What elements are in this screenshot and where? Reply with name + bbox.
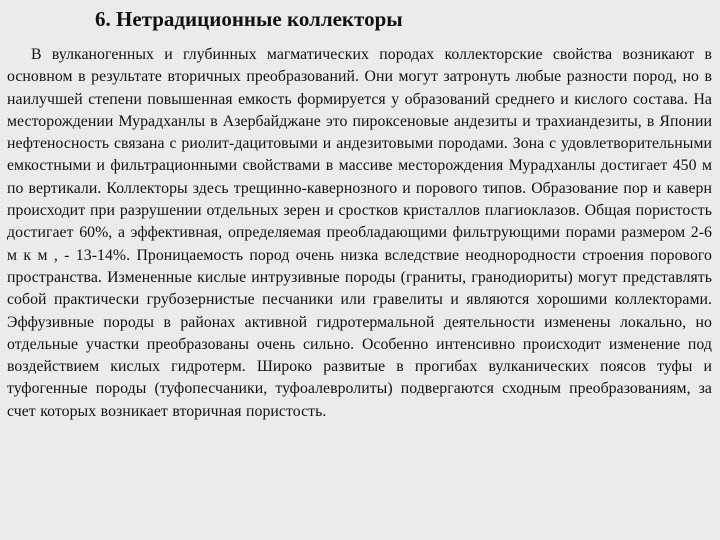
body-paragraph: В вулканогенных и глубинных магматических породах коллекторские свойства возникают в основном в результате вторичных преобразований. Они могут затронуть любые разности пород, но в наилучшей степени повышенная емкость формируется у образований среднего и кислого состава. На месторождении Мурадханлы в Азербайджане это пироксеновые андезиты и трахиандезиты, в Японии нефтеносность связана с риолит-дацитовыми и андезитовыми породами. Зона с удовлетворительными емкостными и фильтрационными свойствами в массиве месторождения Мурадханлы достигает 450 м по вертикали. Коллекторы здесь трещинно-кавернозного и порового типов. Образование пор и каверн происходит при разрушении отдельных зерен и сростков кристаллов плагиоклазов. Общая пористость достигает 60%, а эффективная, определяемая преобладающими фильтрующими порами размером 2-6 м к м , - 13-14%. Проницаемость пород очень низка вследствие неоднородности строения порового пространства. Измененные кислые интрузивные породы (граниты, гранодиориты) могут представлять собой практически грубозернистые песчаники или гравелиты и являются хорошими коллекторами. Эффузивные породы в районах активной гидротермальной деятельности изменены локально, но отдельные участки преобразованы очень сильно. Особенно интенсивно происходит изменение под воздействием кислых гидротерм. Широко развитые в прогибах вулканических поясов туфы и туфогенные породы (туфопесчаники, туфоалевролиты) подвергаются сходным преобразованиям, за счет которых возникает вторичная пористость.: [7, 46, 712, 420]
section-title: 6. Нетрадиционные коллекторы: [95, 7, 403, 31]
